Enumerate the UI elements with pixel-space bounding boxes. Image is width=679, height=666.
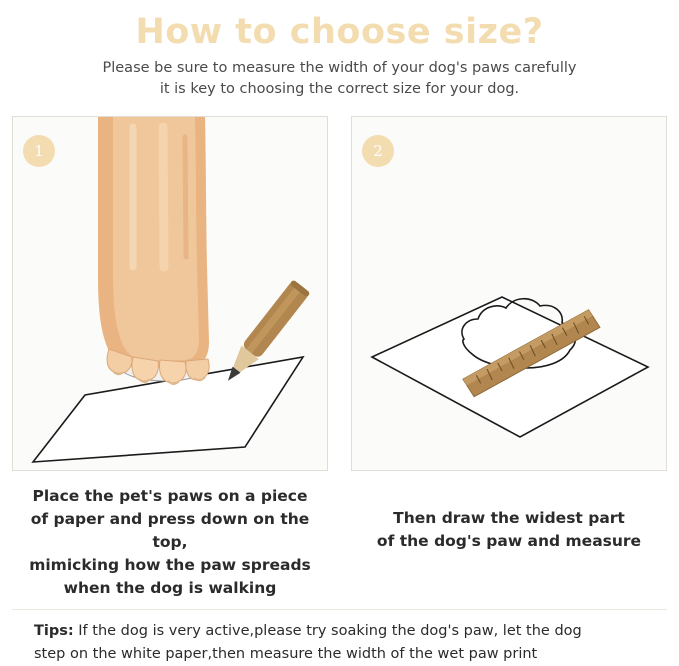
step-1-badge: 1 — [23, 135, 55, 167]
step-2-caption — [351, 485, 667, 600]
subtitle-line-2: it is key to choosing the correct size for your dog. — [159, 81, 520, 97]
dog-paw-pressed-on-paper-illustration — [13, 117, 328, 471]
tips-text — [12, 620, 667, 666]
subtitle-line-1: Please be sure to measure the width of your dog's paws carefully — [102, 60, 577, 76]
caption-line: of the dog's paw and measure — [376, 532, 642, 550]
caption-line: Place the pet's paws on a piece — [32, 487, 308, 505]
steps-panels — [0, 116, 679, 471]
size-guide-page — [0, 10, 679, 666]
caption-line: of paper and press down on the top, — [30, 510, 310, 551]
tips-line-2: step on the white paper,then measure the width of the wet paw print — [34, 646, 538, 662]
tips-label: Tips: — [34, 623, 74, 639]
caption-line: when the dog is walking — [63, 579, 277, 597]
step-1-panel — [12, 116, 328, 471]
tips-section — [12, 609, 667, 666]
step-2-panel — [351, 116, 667, 471]
step-2-badge: 2 — [362, 135, 394, 167]
tips-line-1: If the dog is very active,please try soaking the dog's paw, let the dog — [73, 623, 582, 639]
step-captions — [0, 485, 679, 600]
page-title: How to choose size? — [135, 12, 544, 52]
caption-line: mimicking how the paw spreads — [29, 556, 311, 574]
page-subtitle — [0, 58, 679, 100]
paw-outline-with-ruler-illustration — [352, 117, 667, 471]
step-1-caption — [12, 485, 328, 600]
caption-line: Then draw the widest part — [393, 509, 625, 527]
